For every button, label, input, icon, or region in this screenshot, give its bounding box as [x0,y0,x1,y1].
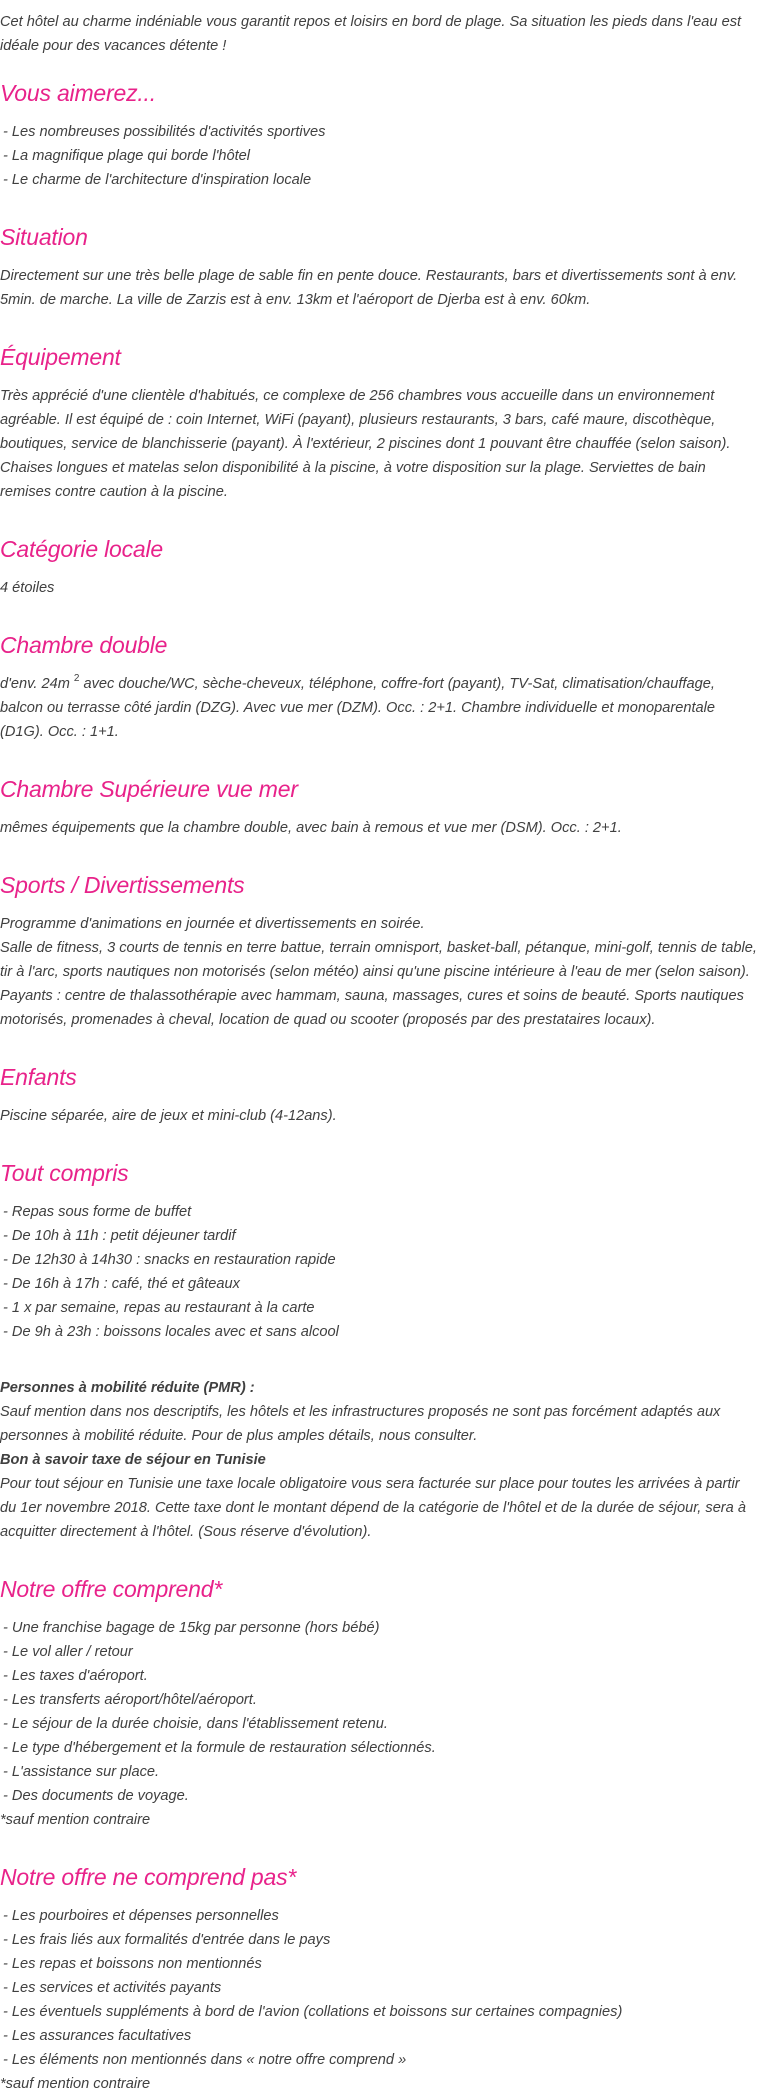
list-item: - Les éléments non mentionnés dans « notre offre comprend » [3,2052,407,2068]
list-item: - Les frais liés aux formalités d'entrée dans le pays [3,1932,331,1948]
list-item: - Les services et activités payants [3,1980,222,1996]
section-title-offre-ne-comprend-pas: Notre offre ne comprend pas* [0,1864,297,1890]
offre-note: *sauf mention contraire [0,1812,151,1828]
list-item: - De 16h à 17h : café, thé et gâteaux [3,1276,240,1292]
pmr-text: Sauf mention dans nos descriptifs, les hôtels et les infrastructures proposés ne sont pas forcément adaptés aux personnes à mobilité réduite. Pour de plus amples détails, nous consulter. [0,1404,721,1444]
chambre-double-text-end: avec douche/WC, sèche-cheveux, téléphone, coffre-fort (payant), TV-Sat, climatisation/chauffage, balcon ou terrasse côté jardin (DZG). Avec vue mer (DZM). Occ. : 2+1. Chambre individuelle et monoparentale (D1G). Occ. : 1+1. [0,676,715,740]
section-title-offre-comprend: Notre offre comprend* [0,1576,223,1602]
list-item: - Le charme de l'architecture d'inspiration locale [3,172,312,188]
section-offre-ne-comprend-pas [0,1862,758,2096]
list-item: - L'assistance sur place. [3,1764,160,1780]
section-infos-pratiques [0,1376,758,1544]
sports-text-1: Programme d'animations en journée et divertissements en soirée. [0,916,425,932]
sports-text-3: Payants : centre de thalassothérapie avec hammam, sauna, massages, cures et soins de beauté. Sports nautiques motorisés, promenades à cheval, location de quad ou scooter (proposés par des prestataires locaux). [0,988,744,1028]
superscript: 2 [73,673,80,684]
list-item: - Le vol aller / retour [3,1644,133,1660]
situation-text: Directement sur une très belle plage de sable fin en pente douce. Restaurants, bars et divertissements sont à env. 5min. de marche. La ville de Zarzis est à env. 13km et l'aéroport de Djerba est à env. 60km. [0,268,738,308]
list-offre-ne-comprend-pas [0,1904,758,2072]
list-item: - Des documents de voyage. [3,1788,189,1804]
section-title-chambre-double: Chambre double [0,632,168,658]
list-item: - Les pourboires et dépenses personnelles [3,1908,279,1924]
section-tout-compris [0,1158,758,1344]
list-item: - 1 x par semaine, repas au restaurant à la carte [3,1300,315,1316]
categorie-text: 4 étoiles [0,580,55,596]
section-offre-comprend [0,1574,758,1832]
list-tout-compris [0,1200,758,1344]
list-offre-comprend [0,1616,758,1808]
list-item: - Les assurances facultatives [3,2028,192,2044]
equipement-text: Très apprécié d'une clientèle d'habitués, ce complexe de 256 chambres vous accueille dans un environnement agréable. Il est équipé de : coin Internet, WiFi (payant), plusieurs restaurants, 3 bars, café maure, discothèque, boutiques, service de blanchisserie (payant). À l'extérieur, 2 piscines dont 1 pouvant être chauffée (selon saison). Chaises longues et matelas selon disponibilité à la piscine, à votre disposition sur la plage. Serviettes de bain remises contre caution à la piscine. [0,388,731,500]
offre-pas-note: *sauf mention contraire [0,2076,151,2092]
section-title-tout-compris: Tout compris [0,1160,129,1186]
chambre-double-text [0,672,758,744]
list-item: - Les repas et boissons non mentionnés [3,1956,262,1972]
section-situation [0,222,758,312]
section-equipement [0,342,758,504]
list-item: - Repas sous forme de buffet [3,1204,192,1220]
intro-text: Cet hôtel au charme indéniable vous garantit repos et loisirs en bord de plage. Sa situation les pieds dans l'eau est idéale pour des vacances détente ! [0,14,742,54]
section-chambre-double [0,630,758,744]
section-title-sports: Sports / Divertissements [0,872,245,898]
list-item: - Les transferts aéroport/hôtel/aéroport. [3,1692,257,1708]
section-sports [0,870,758,1032]
section-categorie [0,534,758,600]
list-item: - Les éventuels suppléments à bord de l'avion (collations et boissons sur certaines compagnies) [3,2004,623,2020]
list-item: - Une franchise bagage de 15kg par personne (hors bébé) [3,1620,380,1636]
enfants-text: Piscine séparée, aire de jeux et mini-club (4-12ans). [0,1108,337,1124]
section-chambre-superieure [0,774,758,840]
list-item: - Les taxes d'aéroport. [3,1668,148,1684]
section-title-chambre-superieure: Chambre Supérieure vue mer [0,776,298,802]
section-vous-aimerez [0,78,758,192]
section-title-enfants: Enfants [0,1064,77,1090]
chambre-superieure-text: mêmes équipements que la chambre double, avec bain à remous et vue mer (DSM). Occ. : 2+1. [0,820,622,836]
list-item: - Le séjour de la durée choisie, dans l'établissement retenu. [3,1716,388,1732]
list-item: - Les nombreuses possibilités d'activités sportives [3,124,326,140]
taxe-text: Pour tout séjour en Tunisie une taxe locale obligatoire vous sera facturée sur place pour toutes les arrivées à partir du 1er novembre 2018. Cette taxe dont le montant dépend de la catégorie de l'hôtel et de la durée de séjour, sera à acquitter directement à l'hôtel. (Sous réserve d'évolution). [0,1476,746,1540]
list-item: - Le type d'hébergement et la formule de restauration sélectionnés. [3,1740,436,1756]
list-item: - De 12h30 à 14h30 : snacks en restauration rapide [3,1252,336,1268]
section-title-situation: Situation [0,224,88,250]
list-vous-aimerez [0,120,758,192]
pmr-heading: Personnes à mobilité réduite (PMR) : [0,1380,255,1396]
list-item: - De 10h à 11h : petit déjeuner tardif [3,1228,236,1244]
chambre-double-text-start: d'env. 24m [0,676,74,692]
section-title-vous-aimerez: Vous aimerez... [0,80,156,106]
sports-text-2: Salle de fitness, 3 courts de tennis en terre battue, terrain omnisport, basket-ball, pétanque, mini-golf, tennis de table, tir à l'arc, sports nautiques non motorisés (selon météo) ainsi qu'une piscine intérieure à l'eau de mer (selon saison). [0,940,757,980]
section-title-categorie: Catégorie locale [0,536,164,562]
list-item: - De 9h à 23h : boissons locales avec et sans alcool [3,1324,339,1340]
taxe-heading: Bon à savoir taxe de séjour en Tunisie [0,1452,266,1468]
section-title-equipement: Équipement [0,344,121,370]
list-item: - La magnifique plage qui borde l'hôtel [3,148,250,164]
section-enfants [0,1062,758,1128]
